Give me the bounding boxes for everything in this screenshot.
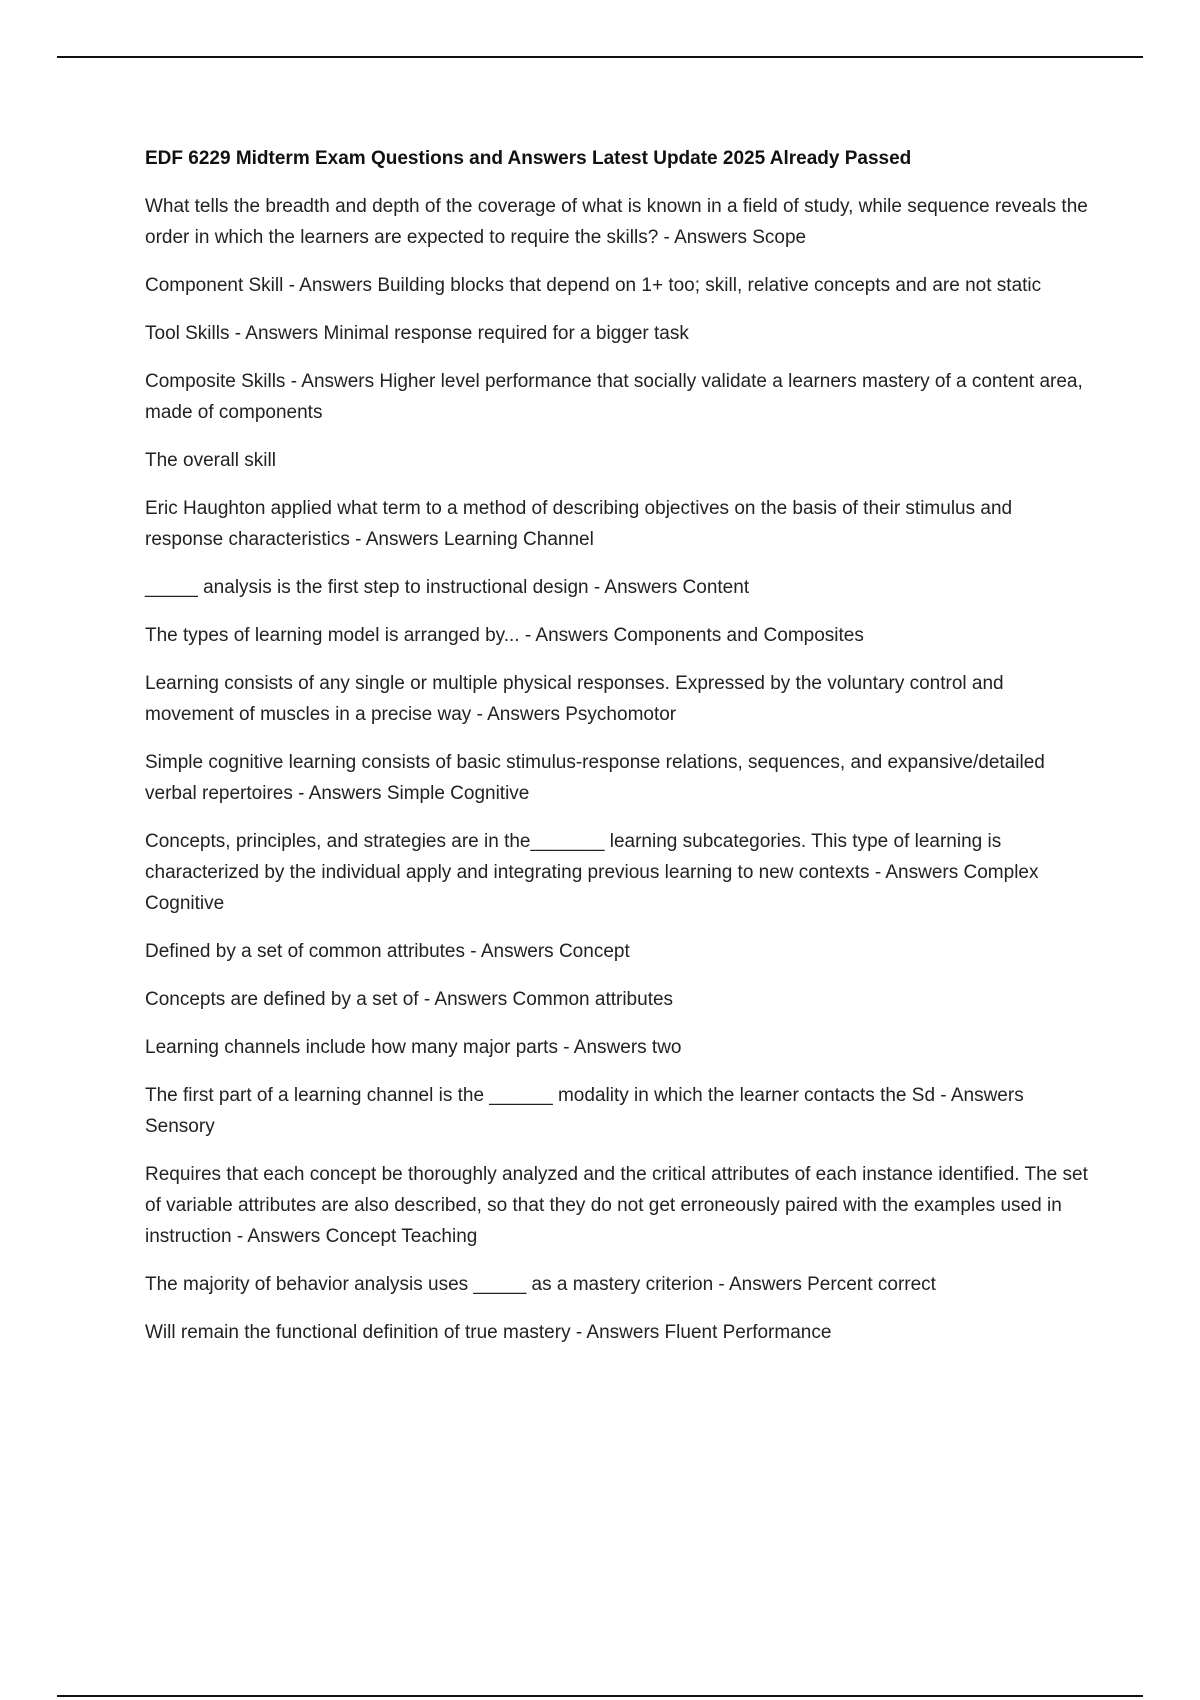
qa-item-10: Simple cognitive learning consists of basic stimulus-response relations, sequences, and expansive/detailed verbal repertoires - Answers Simple Cognitive [145, 752, 1045, 804]
qa-item-1: What tells the breadth and depth of the coverage of what is known in a field of study, while sequence reveals the order in which the learners are expected to require the skills? - Answers Scope [145, 196, 1088, 248]
qa-item-2: Component Skill - Answers Building blocks that depend on 1+ too; skill, relative concepts and are not static [145, 275, 1042, 296]
qa-item-12: Defined by a set of common attributes - Answers Concept [145, 941, 630, 962]
qa-item-16: Requires that each concept be thoroughly analyzed and the critical attributes of each instance identified. The set of variable attributes are also described, so that they do not get erroneously paired with the examples used in instruction - Answers Concept Teaching [145, 1164, 1088, 1247]
document-title: EDF 6229 Midterm Exam Questions and Answers Latest Update 2025 Already Passed [145, 148, 912, 169]
qa-item-18: Will remain the functional definition of true mastery - Answers Fluent Performance [145, 1322, 832, 1343]
qa-item-3: Tool Skills - Answers Minimal response required for a bigger task [145, 323, 689, 344]
qa-item-14: Learning channels include how many major parts - Answers two [145, 1037, 682, 1058]
qa-list [145, 191, 1095, 1348]
qa-item-11: Concepts, principles, and strategies are in the_______ learning subcategories. This type of learning is characterized by the individual apply and integrating previous learning to new contexts - Answers Complex Cognitive [145, 831, 1039, 914]
qa-item-5: The overall skill [145, 450, 276, 471]
qa-item-15: The first part of a learning channel is the ______ modality in which the learner contacts the Sd - Answers Sensory [145, 1085, 1024, 1137]
qa-item-4: Composite Skills - Answers Higher level performance that socially validate a learners mastery of a content area, made of components [145, 371, 1083, 423]
bottom-divider [57, 1695, 1143, 1697]
qa-item-7: _____ analysis is the first step to instructional design - Answers Content [145, 577, 750, 598]
document-content [145, 143, 1095, 1365]
qa-item-9: Learning consists of any single or multiple physical responses. Expressed by the voluntary control and movement of muscles in a precise way - Answers Psychomotor [145, 673, 1004, 725]
qa-item-17: The majority of behavior analysis uses _____ as a mastery criterion - Answers Percent correct [145, 1274, 936, 1295]
qa-item-13: Concepts are defined by a set of - Answers Common attributes [145, 989, 674, 1010]
qa-item-8: The types of learning model is arranged by... - Answers Components and Composites [145, 625, 864, 646]
top-divider [57, 56, 1143, 58]
qa-item-6: Eric Haughton applied what term to a method of describing objectives on the basis of their stimulus and response characteristics - Answers Learning Channel [145, 498, 1013, 550]
